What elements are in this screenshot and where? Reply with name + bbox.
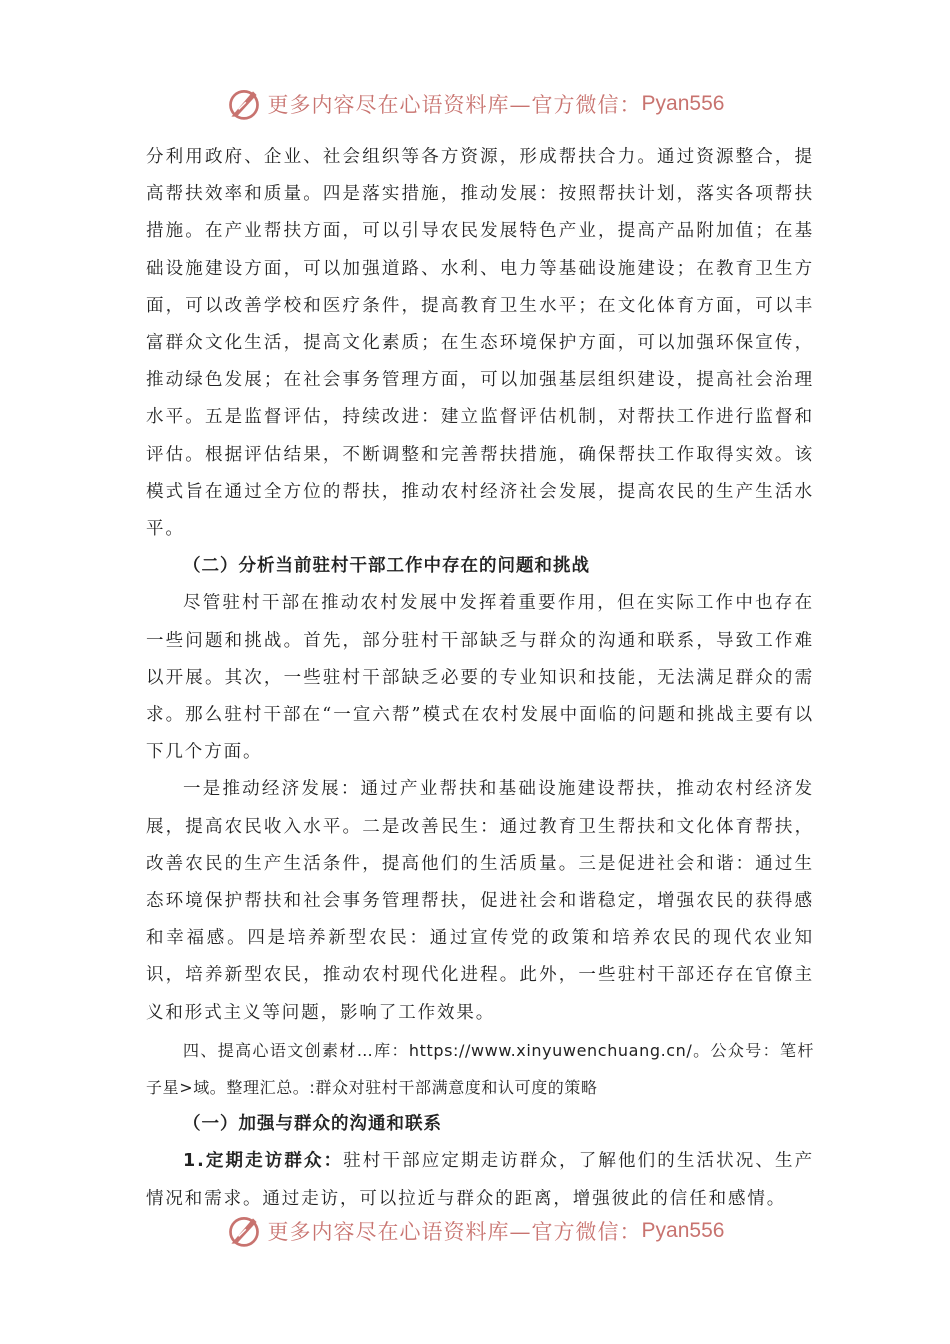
document-body [146, 139, 814, 1218]
paragraph: 分利用政府、企业、社会组织等各方资源，形成帮扶合力。通过资源整合，提高帮扶效率和质量。四是落实措施，推动发展：按照帮扶计划，落实各项帮扶措施。在产业帮扶方面，可以引导农民发展特色产业，提高产品附加值；在基础设施建设方面，可以加强道路、水利、电力等基础设施建设；在教育卫生方面，可以改善学校和医疗条件，提高教育卫生水平；在文化体育方面，可以丰富群众文化生活，提高文化素质；在生态环境保护方面，可以加强环保宣传，推动绿色发展；在社会事务管理方面，可以加强基层组织建设，提高社会治理水平。五是监督评估，持续改进：建立监督评估机制，对帮扶工作进行监督和评估。根据评估结果，不断调整和完善帮扶措施，确保帮扶工作取得实效。该模式旨在通过全方位的帮扶，推动农村经济社会发展，提高农民的生产生活水平。 [146, 147, 814, 540]
quill-logo-icon [226, 1213, 262, 1249]
header-banner [0, 84, 950, 124]
banner-text: 更多内容尽在心语资料库—官方微信： [267, 1220, 642, 1244]
quill-logo-icon [226, 86, 262, 122]
banner-text: 更多内容尽在心语资料库—官方微信： [267, 93, 642, 117]
item-text: 驻村干部应定期走访群众，了解他们的生活状况、生产情况和需求。通过走访，可以拉近与群众的距离，增强彼此的信任和感情。 [146, 1151, 814, 1209]
item-lead: 1.定期走访群众： [183, 1151, 344, 1172]
banner-wechat-id: Pyan556 [641, 92, 725, 115]
paragraph-source-note: 四、提高心语文创素材…库：https://www.xinyuwenchuang.cn/。公众号：笔杆子星>域。整理汇总。:群众对驻村干部满意度和认可度的策略 [146, 1040, 814, 1098]
paragraph: 尽管驻村干部在推动农村发展中发挥着重要作用，但在实际工作中也存在一些问题和挑战。首先，部分驻村干部缺乏与群众的沟通和联系，导致工作难以开展。其次，一些驻村干部缺乏必要的专业知识和技能，无法满足群众的需求。那么驻村干部在“一宣六帮”模式在农村发展中面临的问题和挑战主要有以下几个方面。 [146, 593, 814, 763]
paragraph-item [146, 1143, 814, 1217]
section-heading: （二）分析当前驻村干部工作中存在的问题和挑战 [183, 556, 590, 577]
banner-wechat-id: Pyan556 [641, 1219, 725, 1242]
section-heading: （一）加强与群众的沟通和联系 [183, 1114, 442, 1135]
paragraph: 一是推动经济发展：通过产业帮扶和基础设施建设帮扶，推动农村经济发展，提高农民收入水平。二是改善民生：通过教育卫生帮扶和文化体育帮扶，改善农民的生产生活条件，提高他们的生活质量。三是促进社会和谐：通过生态环境保护帮扶和社会事务管理帮扶，促进社会和谐稳定，增强农民的获得感和幸福感。四是培养新型农民：通过宣传党的政策和培养农民的现代农业知识，培养新型农民，推动农村现代化进程。此外，一些驻村干部还存在官僚主义和形式主义等问题，影响了工作效果。 [146, 779, 814, 1023]
footer-banner [0, 1211, 950, 1251]
